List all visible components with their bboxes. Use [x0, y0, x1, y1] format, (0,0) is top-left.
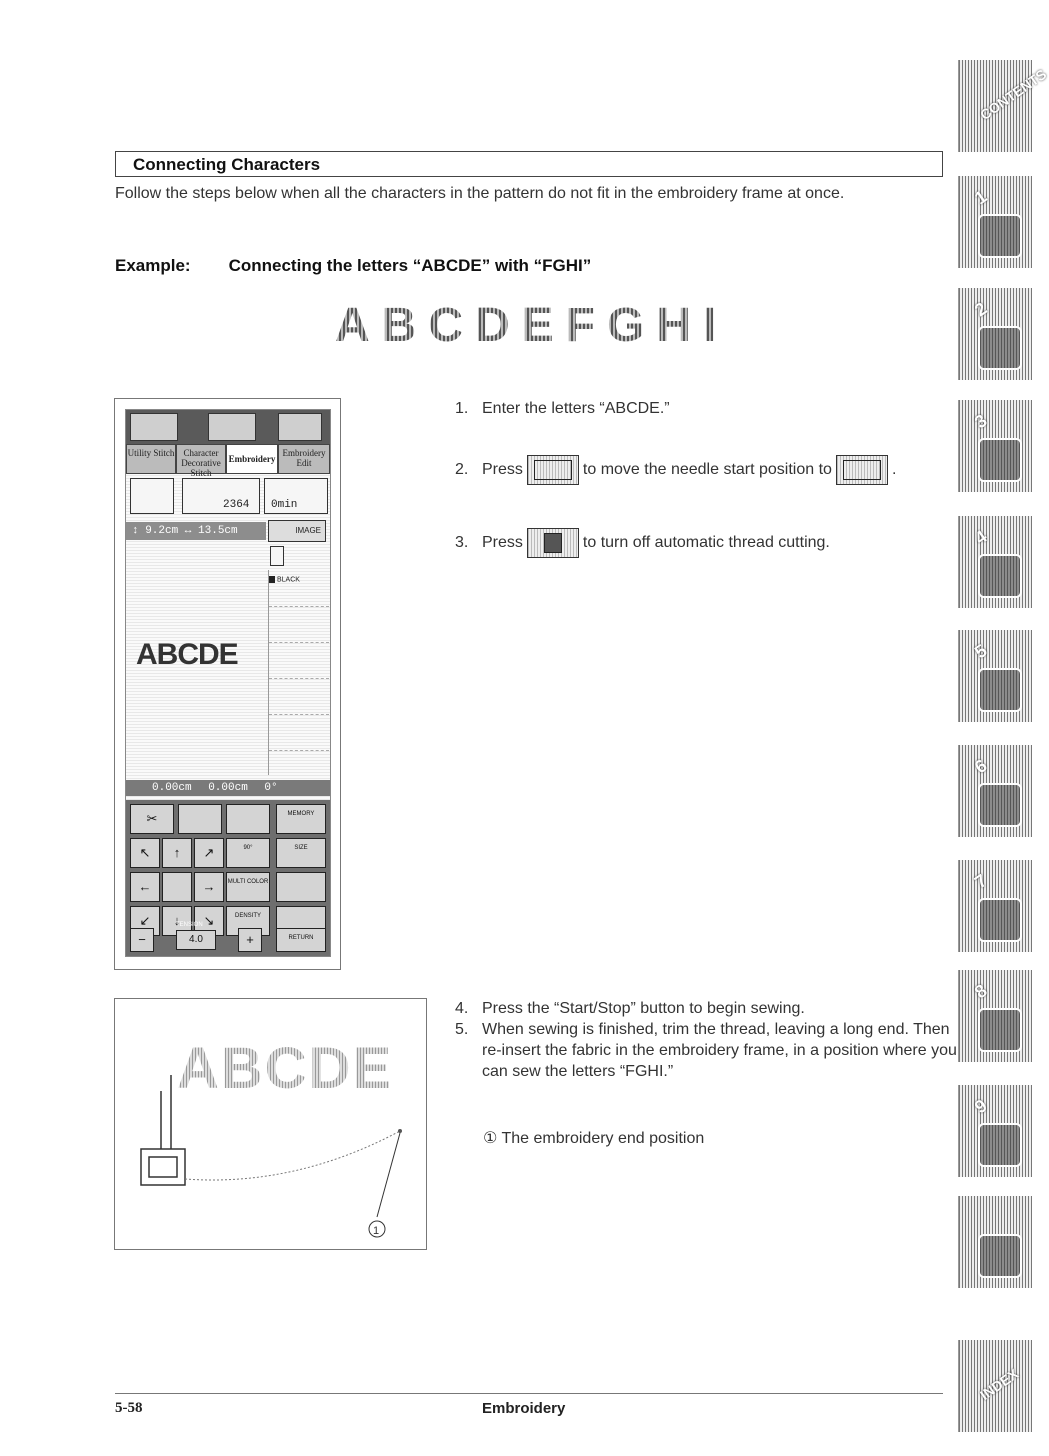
size-readout: ↕ 9.2cm ↔ 13.5cm: [126, 522, 266, 540]
step-number: 3.: [455, 534, 469, 552]
multi-color-key[interactable]: MULTI COLOR: [226, 872, 270, 902]
lcd-key-grid: [126, 800, 330, 956]
stitch-count-display: [182, 478, 260, 514]
shirt-icon: [978, 438, 1022, 482]
lcd-tabs: [126, 444, 330, 478]
needle-start-glyph: [534, 460, 572, 480]
step-text: Press: [482, 534, 523, 552]
side-tab-label: 3: [971, 410, 991, 433]
lcd-screen: [125, 409, 331, 957]
move-down-key[interactable]: ↓: [162, 906, 192, 936]
needle-end-position-icon: [836, 455, 888, 485]
needle-end-glyph: [843, 460, 881, 480]
documents-icon: [978, 1234, 1022, 1278]
side-tab-label: 5: [971, 640, 991, 663]
presser-foot-opening: [149, 1157, 177, 1177]
thread-icon: [270, 546, 284, 566]
tension-value: 4.0: [176, 930, 216, 950]
side-tab-5[interactable]: [958, 630, 1032, 722]
example-label: Example:: [115, 256, 191, 275]
side-tab-2[interactable]: [958, 288, 1032, 380]
step-1: [455, 398, 670, 419]
time-display: [264, 478, 328, 514]
example-heading: [115, 256, 591, 276]
step-text: .: [891, 461, 897, 479]
color-list-line: [269, 606, 329, 607]
move-left-key[interactable]: ←: [130, 872, 160, 902]
memory-key[interactable]: MEMORY: [276, 804, 326, 834]
tension-label: TENSION: [176, 922, 203, 928]
section-header-box: [115, 151, 943, 177]
shirt-letters-icon: [978, 554, 1022, 598]
side-tab-label: 6: [971, 755, 991, 778]
troubleshooting-icon: [978, 1123, 1022, 1167]
shirt-edit-icon: [978, 783, 1022, 827]
embroidery-frame-icon: [978, 668, 1022, 712]
move-down-right-key[interactable]: ↘: [194, 906, 224, 936]
step-text: Press: [482, 461, 523, 479]
side-tab-label: 1: [971, 186, 991, 209]
side-tab-8[interactable]: [958, 970, 1032, 1062]
thread-color-list: [268, 570, 329, 775]
color-list-line: [269, 750, 329, 751]
color-list-line: [269, 642, 329, 643]
chapter-name: Embroidery: [482, 1400, 566, 1417]
tab-utility-stitch[interactable]: Utility Stitch: [126, 444, 176, 474]
thread-cutting-glyph: [544, 533, 562, 553]
mirror-key[interactable]: [276, 872, 326, 902]
step-3: [455, 528, 830, 558]
side-tab-7[interactable]: [958, 860, 1032, 952]
tab-embroidery[interactable]: Embroidery: [226, 444, 278, 474]
center-key[interactable]: [162, 872, 192, 902]
side-tab-1[interactable]: [958, 176, 1032, 268]
side-tab-label: INDEX: [977, 1365, 1022, 1404]
start-position-key[interactable]: [226, 804, 270, 834]
move-up-left-key[interactable]: ↖: [130, 838, 160, 868]
callout-note: ① The embroidery end position: [483, 1130, 705, 1147]
end-position-dot: [398, 1129, 402, 1133]
side-tab-label: CONTENTS: [977, 65, 1049, 124]
sample-letters: ABCDEFGHI: [335, 299, 729, 352]
thread-color-label: BLACK: [268, 576, 300, 583]
side-tab-appendix[interactable]: [958, 1196, 1032, 1288]
side-tab-4[interactable]: [958, 516, 1032, 608]
side-tab-label: 4: [971, 526, 991, 549]
move-up-key[interactable]: ↑: [162, 838, 192, 868]
step-text: to move the needle start position to: [582, 461, 832, 479]
callout-leader: [377, 1133, 400, 1217]
return-key[interactable]: RETURN: [276, 928, 326, 952]
lcd-help-icon: [208, 413, 256, 441]
thread-cut-key[interactable]: ✂: [130, 804, 174, 834]
lcd-manual-icon: [278, 413, 322, 441]
size-key[interactable]: SIZE: [276, 838, 326, 868]
step-text: to turn off automatic thread cutting.: [582, 534, 830, 552]
step-4: [455, 998, 805, 1019]
step-text: Enter the letters “ABCDE.”: [482, 400, 670, 417]
stitch-count: 2364: [223, 499, 250, 511]
lcd-screen-figure: [114, 398, 341, 970]
needle-position-key[interactable]: [178, 804, 222, 834]
needle-start-key-icon: [527, 455, 579, 485]
side-tab-6[interactable]: [958, 745, 1032, 837]
step-text: When sewing is finished, trim the thread, leaving a long end. Then re-insert the fabric in the embroidery frame, in a position where you can sew the letters “FGHI.”: [482, 1021, 957, 1080]
move-right-key[interactable]: →: [194, 872, 224, 902]
thread-path: [185, 1131, 400, 1180]
tension-plus-key[interactable]: +: [238, 928, 262, 952]
side-tab-3[interactable]: [958, 400, 1032, 492]
time-label: 0min: [271, 499, 298, 511]
color-list-line: [269, 714, 329, 715]
move-down-left-key[interactable]: ↙: [130, 906, 160, 936]
bobbin-icon: [130, 478, 174, 514]
tab-character-decorative[interactable]: Character Decorative Stitch: [176, 444, 226, 474]
lcd-mode-icon: [130, 413, 178, 441]
side-tab-label: 8: [971, 980, 991, 1003]
side-tab-index[interactable]: [958, 1340, 1032, 1432]
position-readout: 0.00cm 0.00cm 0°: [126, 780, 330, 796]
density-key[interactable]: DENSITY: [226, 906, 270, 936]
side-tab-label: 9: [971, 1095, 991, 1118]
section-title: Connecting Characters: [133, 155, 321, 174]
example-text: Connecting the letters “ABCDE” with “FGHI”: [228, 256, 592, 275]
step-number: 4.: [455, 1000, 469, 1017]
step-text: Press the “Start/Stop” button to begin sewing.: [482, 1000, 805, 1017]
tab-embroidery-edit[interactable]: Embroidery Edit: [278, 444, 330, 474]
rotate-key[interactable]: 90°: [226, 838, 270, 868]
step-number: 2.: [455, 461, 469, 479]
step-5: [455, 1019, 972, 1082]
pattern-preview-text: ABCDE: [136, 638, 238, 671]
footer-rule: [115, 1393, 943, 1394]
callout-digit: 1: [373, 1225, 380, 1237]
side-tab-contents[interactable]: [958, 60, 1049, 152]
color-list-line: [269, 678, 329, 679]
move-up-right-key[interactable]: ↗: [194, 838, 224, 868]
shirt-design-icon: [978, 898, 1022, 942]
side-tab-9[interactable]: [958, 1085, 1032, 1177]
machine-maintenance-icon: [978, 1008, 1022, 1052]
side-tab-label: 2: [971, 298, 991, 321]
sewn-letters-figure: [114, 998, 427, 1250]
step-number: 5.: [455, 1021, 469, 1038]
side-tab-label: 7: [971, 870, 991, 893]
lcd-top-bar: [126, 410, 330, 444]
tension-minus-key[interactable]: −: [130, 928, 154, 952]
sewn-letters: ABCDE: [177, 1036, 394, 1101]
thread-spool-icon: [978, 326, 1022, 370]
thread-cutting-key-icon: [527, 528, 579, 558]
step-2: [455, 455, 896, 485]
intro-paragraph: Follow the steps below when all the characters in the pattern do not fit in the embroidery frame at once.: [115, 185, 845, 202]
page-number: 5-58: [115, 1400, 143, 1416]
image-button[interactable]: IMAGE: [268, 520, 326, 542]
sewing-machine-icon: [978, 214, 1022, 258]
step-number: 1.: [455, 400, 469, 417]
